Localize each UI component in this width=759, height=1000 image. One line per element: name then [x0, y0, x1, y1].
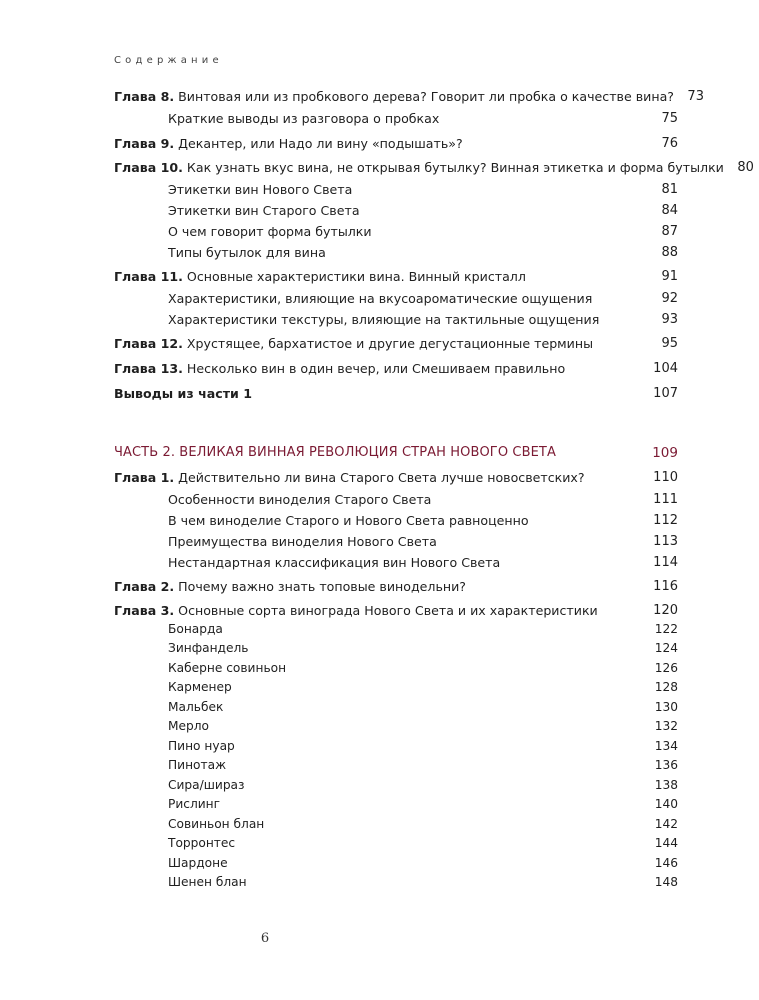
toc-chapter-number: Глава 2.: [114, 579, 175, 594]
toc-entry-text: Шардоне: [168, 856, 228, 870]
toc-entry-text: Мальбек: [168, 700, 224, 714]
toc-page-number: 111: [653, 492, 678, 507]
toc-sub-entry: [168, 511, 678, 531]
toc-entry-text: Пинотаж: [168, 758, 227, 772]
toc-entry-title: [168, 620, 648, 638]
toc-page-number: 120: [653, 603, 678, 618]
toc-sub-entry: [168, 815, 678, 833]
toc-entry-text: Зинфандель: [168, 641, 249, 655]
toc-page-number: 107: [653, 386, 678, 401]
toc-entry-title: [168, 834, 648, 852]
toc-entry-title: [168, 511, 648, 531]
toc-page-number: 75: [661, 111, 678, 126]
toc-sub-entry: [168, 873, 678, 891]
toc-page-number: 114: [653, 555, 678, 570]
toc-entry-text: Как узнать вкус вина, не открывая бутылку? Винная этикетка и форма бутылки: [182, 160, 724, 175]
toc-entry-title: [168, 737, 648, 755]
toc-entry-title: [168, 180, 648, 200]
toc-entry-title: [168, 659, 648, 677]
toc-sub-entry: [168, 756, 678, 774]
toc-entry-text: Хрустящее, бархатистое и другие дегустационные термины: [182, 336, 594, 351]
toc-page-number: 144: [654, 836, 678, 850]
toc-entry-title: [168, 873, 648, 891]
toc-entry-title: [114, 601, 648, 621]
toc-page-number: 112: [653, 513, 678, 528]
toc-chapter-number: Глава 3.: [114, 603, 175, 618]
toc-entry-text: Выводы из части 1: [114, 386, 252, 401]
toc-chapter-number: Глава 11.: [114, 269, 183, 284]
toc-page-number: 126: [654, 661, 678, 675]
toc-chapter-entry: [114, 601, 678, 621]
toc-entry-title: [114, 87, 674, 107]
toc-chapter-number: Глава 8.: [114, 89, 175, 104]
toc-sub-entry: [168, 310, 678, 330]
toc-page-number: 91: [661, 269, 678, 284]
toc-entry-text: Этикетки вин Старого Света: [168, 203, 360, 218]
toc-page-number: 104: [653, 361, 678, 376]
toc-chapter-entry: [114, 577, 678, 597]
toc-page-number: 87: [661, 224, 678, 239]
toc-chapter-number: Глава 13.: [114, 361, 183, 376]
toc-entry-text: Пино нуар: [168, 739, 235, 753]
toc-entry-text: Типы бутылок для вина: [168, 245, 326, 260]
toc-entry-text: Краткие выводы из разговора о пробках: [168, 111, 440, 126]
toc-chapter-entry: [114, 359, 678, 379]
toc-sub-entry: [168, 776, 678, 794]
toc-sub-entry: [168, 834, 678, 852]
toc-entry-title: [168, 553, 648, 573]
toc-sub-entry: [168, 243, 678, 263]
toc-chapter-entry: [114, 87, 704, 107]
toc-entry-title: [168, 639, 648, 657]
toc-sub-entry: [168, 222, 678, 242]
toc-page-number: 142: [654, 817, 678, 831]
toc-entry-text: Основные характеристики вина. Винный кристалл: [182, 269, 526, 284]
toc-sub-entry: [168, 620, 678, 638]
toc-page-number: 148: [654, 875, 678, 889]
toc-chapter-entry: [114, 267, 678, 287]
toc-page-number: 88: [661, 245, 678, 260]
toc-entry-title: [168, 243, 648, 263]
toc-page-number: 95: [661, 336, 678, 351]
toc-chapter-entry: [114, 134, 678, 154]
toc-entry-title: [168, 815, 648, 833]
toc-entry-text: Сира/шираз: [168, 778, 245, 792]
toc-chapter-entry: [114, 384, 678, 404]
toc-page-number: 122: [654, 622, 678, 636]
toc-entry-title: [114, 577, 648, 597]
toc-entry-text: Каберне совиньон: [168, 661, 287, 675]
toc-entry-title: [168, 310, 648, 330]
toc-entry-title: [168, 490, 648, 510]
toc-page-number: 76: [661, 136, 678, 151]
toc-entry-title: [168, 717, 648, 735]
toc-entry-text: Торронтес: [168, 836, 236, 850]
toc-page-number: 84: [661, 203, 678, 218]
toc-entry-title: [168, 222, 648, 242]
toc-page-number: 130: [654, 700, 678, 714]
toc-part-heading: [114, 443, 678, 463]
toc-entry-title: [168, 532, 648, 552]
toc-entry-text: Характеристики, влияющие на вкусоароматические ощущения: [168, 291, 593, 306]
toc-page-number: 80: [737, 160, 754, 175]
toc-chapter-number: Глава 10.: [114, 160, 183, 175]
toc-chapter-entry: [114, 158, 754, 178]
toc-entry-title: [168, 756, 648, 774]
toc-entry-title: [114, 443, 648, 463]
toc-page-number: 73: [687, 89, 704, 104]
toc-page-number: 109: [652, 445, 678, 461]
toc-page-number: 134: [654, 739, 678, 753]
toc-sub-entry: [168, 854, 678, 872]
toc-page-number: 110: [653, 470, 678, 485]
toc-page-number: 132: [654, 719, 678, 733]
toc-entry-title: [114, 468, 648, 488]
toc-entry-text: Мерло: [168, 719, 209, 733]
toc-sub-entry: [168, 717, 678, 735]
page-number: 6: [260, 931, 270, 946]
toc-chapter-entry: [114, 468, 678, 488]
toc-entry-text: Этикетки вин Нового Света: [168, 182, 353, 197]
toc-entry-title: [114, 384, 648, 404]
toc-entry-title: [168, 678, 648, 696]
toc-page-number: 113: [653, 534, 678, 549]
toc-entry-title: [114, 334, 648, 354]
toc-entry-text: Действительно ли вина Старого Света лучше новосветских?: [174, 470, 585, 485]
toc-entry-text: Нестандартная классификация вин Нового Света: [168, 555, 501, 570]
toc-entry-title: [168, 109, 648, 129]
toc-entry-title: [168, 698, 648, 716]
toc-entry-text: О чем говорит форма бутылки: [168, 224, 372, 239]
toc-entry-text: Особенности виноделия Старого Света: [168, 492, 432, 507]
toc-page-number: 140: [654, 797, 678, 811]
toc-entry-text: Основные сорта винограда Нового Света и их характеристики: [174, 603, 598, 618]
toc-sub-entry: [168, 678, 678, 696]
toc-page-number: 138: [654, 778, 678, 792]
toc-entry-text: Почему важно знать топовые винодельни?: [174, 579, 466, 594]
toc-page-number: 81: [661, 182, 678, 197]
toc-page-number: 136: [654, 758, 678, 772]
toc-entry-text: Рислинг: [168, 797, 221, 811]
toc-entry-text: Несколько вин в один вечер, или Смешиваем правильно: [182, 361, 566, 376]
toc-entry-title: [168, 289, 648, 309]
toc-sub-entry: [168, 490, 678, 510]
toc-sub-entry: [168, 553, 678, 573]
toc-sub-entry: [168, 698, 678, 716]
toc-sub-entry: [168, 639, 678, 657]
toc-entry-text: Винтовая или из пробкового дерева? Говорит ли пробка о качестве вина?: [174, 89, 674, 104]
toc-sub-entry: [168, 289, 678, 309]
toc-sub-entry: [168, 737, 678, 755]
toc-entry-text: Совиньон блан: [168, 817, 265, 831]
toc-page-number: 128: [654, 680, 678, 694]
toc-entry-text: Карменер: [168, 680, 232, 694]
toc-sub-entry: [168, 180, 678, 200]
toc-chapter-number: Глава 12.: [114, 336, 183, 351]
toc-chapter-number: Глава 1.: [114, 470, 175, 485]
toc-chapter-number: Глава 9.: [114, 136, 175, 151]
toc-entry-title: [114, 359, 648, 379]
toc-page-number: 93: [661, 312, 678, 327]
toc-entry-text: Преимущества виноделия Нового Света: [168, 534, 437, 549]
toc-entry-text: Шенен блан: [168, 875, 247, 889]
toc-entry-title: [168, 776, 648, 794]
toc-entry-text: Характеристики текстуры, влияющие на тактильные ощущения: [168, 312, 600, 327]
toc-sub-entry: [168, 532, 678, 552]
toc-entry-text: ЧАСТЬ 2. ВЕЛИКАЯ ВИННАЯ РЕВОЛЮЦИЯ СТРАН НОВОГО СВЕТА: [114, 445, 556, 460]
toc-entry-title: [168, 795, 648, 813]
toc-sub-entry: [168, 109, 678, 129]
toc-page-number: 92: [661, 291, 678, 306]
toc-entry-title: [114, 158, 724, 178]
running-head: Содержание: [114, 55, 223, 66]
toc-sub-entry: [168, 201, 678, 221]
toc-page-number: 146: [654, 856, 678, 870]
toc-page-number: 124: [654, 641, 678, 655]
toc-entry-title: [114, 267, 648, 287]
toc-page-number: 116: [653, 579, 678, 594]
toc-entry-title: [114, 134, 648, 154]
toc-chapter-entry: [114, 334, 678, 354]
toc-entry-text: Бонарда: [168, 622, 223, 636]
toc-entry-text: Декантер, или Надо ли вину «подышать»?: [174, 136, 463, 151]
toc-sub-entry: [168, 659, 678, 677]
toc-entry-title: [168, 854, 648, 872]
toc-entry-title: [168, 201, 648, 221]
toc-entry-text: В чем виноделие Старого и Нового Света равноценно: [168, 513, 529, 528]
toc-sub-entry: [168, 795, 678, 813]
